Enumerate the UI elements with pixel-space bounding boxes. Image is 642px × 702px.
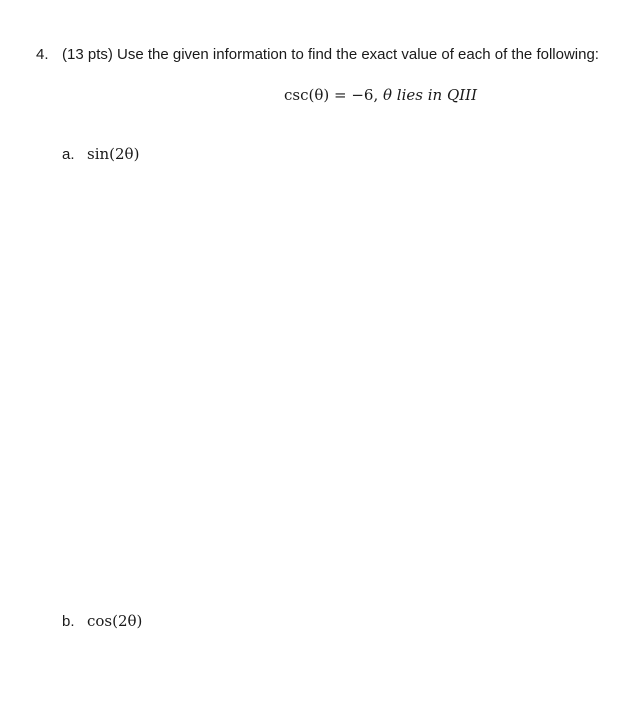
- part-b-letter: b.: [62, 613, 75, 630]
- part-a-work-area: [36, 170, 626, 600]
- question-4: [36, 45, 636, 65]
- part-b: [62, 611, 142, 632]
- part-a: [62, 144, 139, 165]
- given-information: [284, 85, 477, 105]
- given-condition: θ lies in QIII: [383, 86, 478, 104]
- part-b-expression: cos(2θ): [87, 612, 143, 630]
- question-number: 4.: [36, 46, 49, 63]
- given-equation: csc(θ) = −6,: [284, 86, 379, 104]
- part-b-work-area: [36, 636, 626, 696]
- part-a-letter: a.: [62, 146, 75, 163]
- question-prompt: (13 pts) Use the given information to find the exact value of each of the following:: [62, 46, 599, 63]
- part-a-expression: sin(2θ): [87, 145, 140, 163]
